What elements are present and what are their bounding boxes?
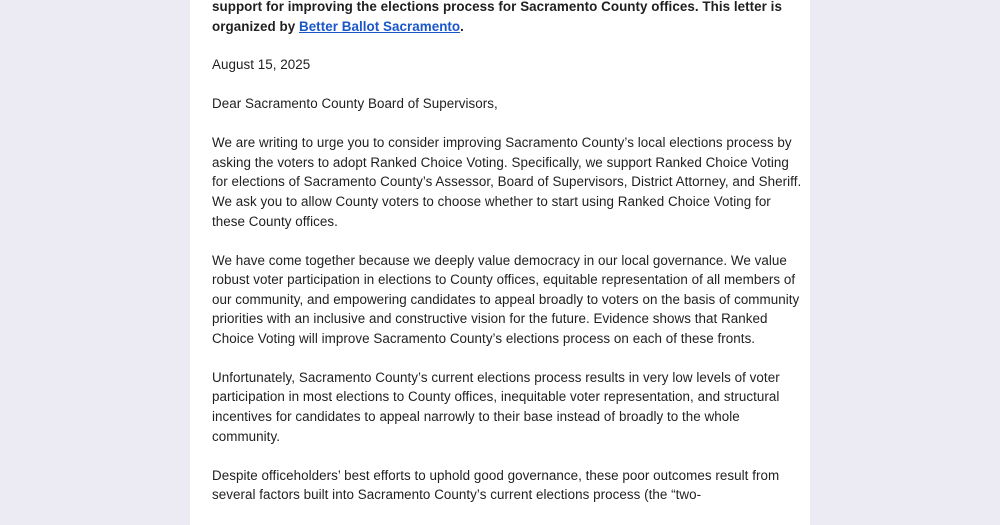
intro-text bbox=[212, 0, 802, 36]
organizer-link[interactable]: Better Ballot Sacramento bbox=[298, 18, 461, 34]
letter-paragraph: Unfortunately, Sacramento County’s current elections process results in very low levels of voter participation in most elections to County offices, inequitable voter representation, and structural incentives for candidates to appeal narrowly to their base instead of broadly to the whole community. bbox=[212, 369, 780, 444]
letter-date: August 15, 2025 bbox=[212, 57, 311, 73]
letter-paragraph: We have come together because we deeply value democracy in our local governance. We value robust voter participation in elections to County offices, equitable representation of all members of our community, and empowering candidates to appeal broadly to voters on the basis of community priorities with an inclusive and constructive vision for the future. Evidence shows that Ranked Choice Voting will improve Sacramento County’s elections process on each of these fronts. bbox=[212, 252, 800, 346]
organized-by-suffix: . bbox=[460, 18, 464, 34]
letter-salutation: Dear Sacramento County Board of Supervisors, bbox=[212, 96, 498, 112]
organized-by-prefix: organized by bbox=[212, 18, 299, 34]
letter-page bbox=[190, 0, 810, 525]
intro-line: support for improving the elections process for Sacramento County offices. This letter is bbox=[212, 0, 782, 14]
letter-paragraph: We are writing to urge you to consider improving Sacramento County’s local elections process by asking the voters to adopt Ranked Choice Voting. Specifically, we support Ranked Choice Voting for elections of Sacramento County’s Assessor, Board of Supervisors, District Attorney, and Sheriff. We ask you to allow County voters to choose whether to start using Ranked Choice Voting for these County offices. bbox=[212, 135, 802, 229]
letter-paragraph: Despite officeholders’ best efforts to uphold good governance, these poor outcomes result from several factors built into Sacramento County’s current elections process (the “two- bbox=[212, 467, 780, 503]
letter-content bbox=[212, 0, 802, 524]
